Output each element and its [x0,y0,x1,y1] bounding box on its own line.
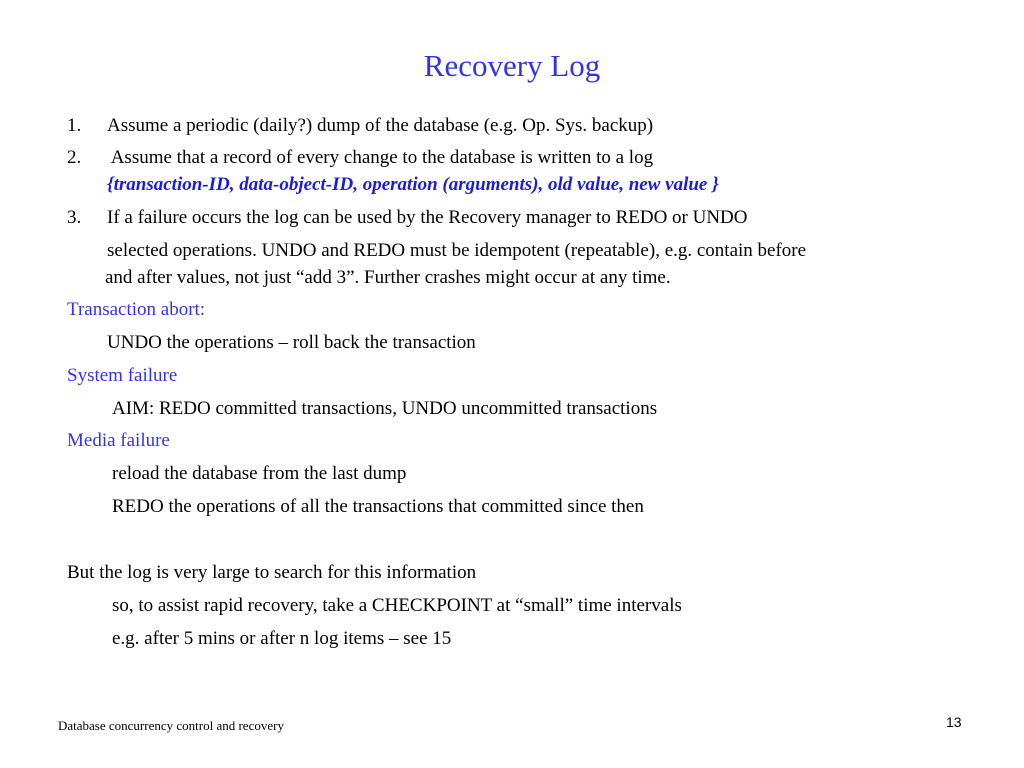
list-item-1 [67,114,653,138]
section-line: REDO the operations of all the transactions that committed since then [112,496,644,517]
closing-line: But the log is very large to search for this information [67,562,477,583]
list-number: 1. [67,115,82,136]
section-heading-transaction-abort: Transaction abort: [67,299,206,320]
log-record-format: {transaction-ID, data-object-ID, operation (arguments), old value, new value } [107,174,719,195]
list-item-text: Assume that a record of every change to the database is written to a log [107,147,654,168]
list-item-3 [67,206,748,230]
list-number: 3. [67,207,82,228]
section-line: AIM: REDO committed transactions, UNDO uncommitted transactions [112,398,658,419]
footer-text: Database concurrency control and recovery [58,718,284,733]
closing-line: e.g. after 5 mins or after n log items – see 15 [112,628,452,649]
list-item-3-continuation: selected operations. UNDO and REDO must be idempotent (repeatable), e.g. contain before [107,240,807,261]
list-number: 2. [67,147,82,168]
section-line: UNDO the operations – roll back the transaction [107,332,476,353]
list-item-3-continuation: and after values, not just “add 3”. Further crashes might occur at any time. [105,267,671,288]
closing-line: so, to assist rapid recovery, take a CHECKPOINT at “small” time intervals [112,595,682,616]
section-heading-system-failure: System failure [67,365,178,386]
list-item-text: If a failure occurs the log can be used by the Recovery manager to REDO or UNDO [107,207,748,228]
page-number: 13 [946,714,962,730]
section-line: reload the database from the last dump [112,463,407,484]
list-item-2 [67,146,653,170]
slide-title: Recovery Log [423,48,601,83]
list-item-text: Assume a periodic (daily?) dump of the database (e.g. Op. Sys. backup) [107,115,654,136]
section-heading-media-failure: Media failure [67,430,170,451]
